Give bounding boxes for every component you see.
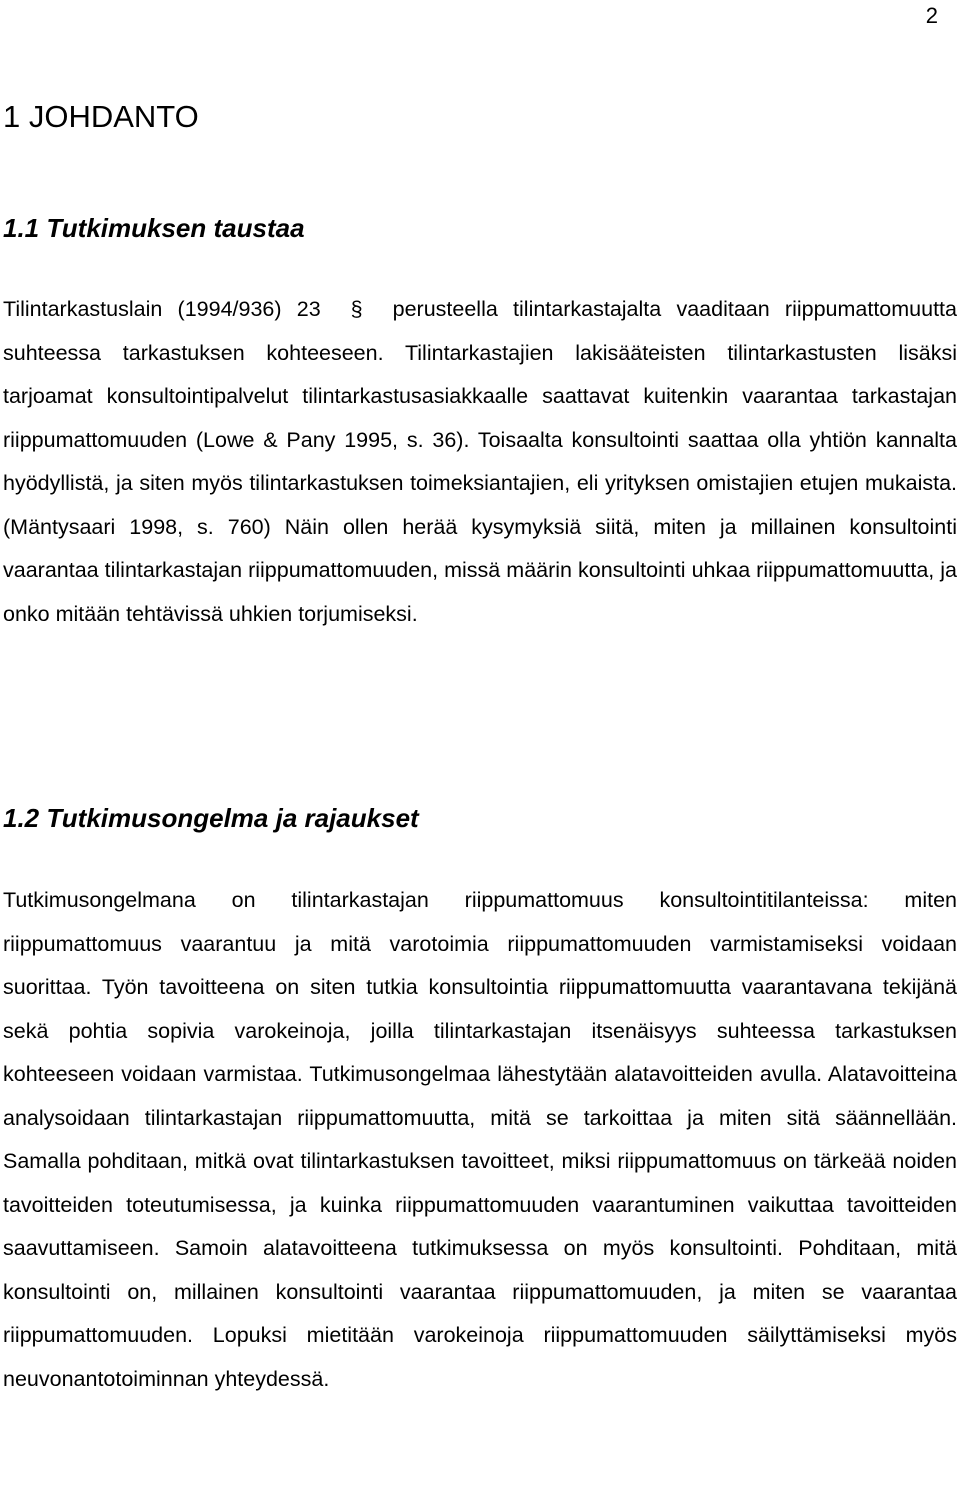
section-title-tutkimuksen-taustaa: 1.1 Tutkimuksen taustaa: [3, 213, 305, 243]
body-paragraph-research-problem: Tutkimusongelmana on tilintarkastajan riippumattomuus konsultointitilanteissa: miten riippumattomuus vaarantuu ja mitä varotoimia riippumattomuuden varmistamiseksi voidaan suorittaa. Työn tavoitteena on siten tutkia konsultointia riippumattomuutta vaarantavana tekijänä sekä pohtia sopivia varokeinoja, joilla tilintarkastajan itsenäisyys suhteessa tarkastuksen kohteeseen voidaan varmistaa. Tutkimusongelmaa lähestytään alatavoitteiden avulla. Alatavoitteina analysoidaan tilintarkastajan riippumattomuutta, mitä se tarkoittaa ja miten sitä säännellään. Samalla pohditaan, mitkä ovat tilintarkastuksen tavoitteet, miksi riippumattomuus on tärkeää noiden tavoitteiden toteutumisessa, ja kuinka riippumattomuuden vaarantuminen vaikuttaa tavoitteiden saavuttamiseen. Samoin alatavoitteena tutkimuksessa on myös konsultointi. Pohditaan, mitä konsultointi on, millainen konsultointi vaarantaa riippumattomuuden, ja miten se vaarantaa riippumattomuuden. Lopuksi mietitään varokeinoja riippumattomuuden säilyttämiseksi myös neuvonantotoiminnan yhteydessä.: [3, 888, 957, 1391]
paragraph-text-rest: perusteella tilintarkastajalta vaaditaan riippumattomuutta suhteessa tarkastuksen kohteeseen. Tilintarkastajien lakisääteisten tilintarkastusten lisäksi tarjoamat konsultointipalvelut tilintarkastusasiakkaalle saattavat kuitenkin vaarantaa tarkastajan riippumattomuuden (Lowe & Pany 1995, s. 36). Toisaalta konsultointi saattaa olla yhtiön kannalta hyödyllistä, ja siten myös tilintarkastuksen toimeksiantajien, eli yrityksen omistajien etujen mukaista. (Mäntysaari 1998, s. 760) Näin ollen herää kysymyksiä siitä, miten ja millainen konsultointi vaarantaa tilintarkastajan riippumattomuuden, missä määrin konsultointi uhkaa riippumattomuutta, ja onko mitään tehtävissä uhkien torjumiseksi.: [3, 297, 957, 626]
section-title-tutkimusongelma: 1.2 Tutkimusongelma ja rajaukset: [3, 803, 419, 833]
section-sign-symbol: §: [350, 297, 363, 321]
chapter-title: 1 JOHDANTO: [3, 99, 199, 134]
body-paragraph-background: [3, 288, 957, 636]
paragraph-text-start: Tilintarkastuslain (1994/936) 23: [3, 297, 321, 321]
page-number: 2: [925, 3, 938, 28]
